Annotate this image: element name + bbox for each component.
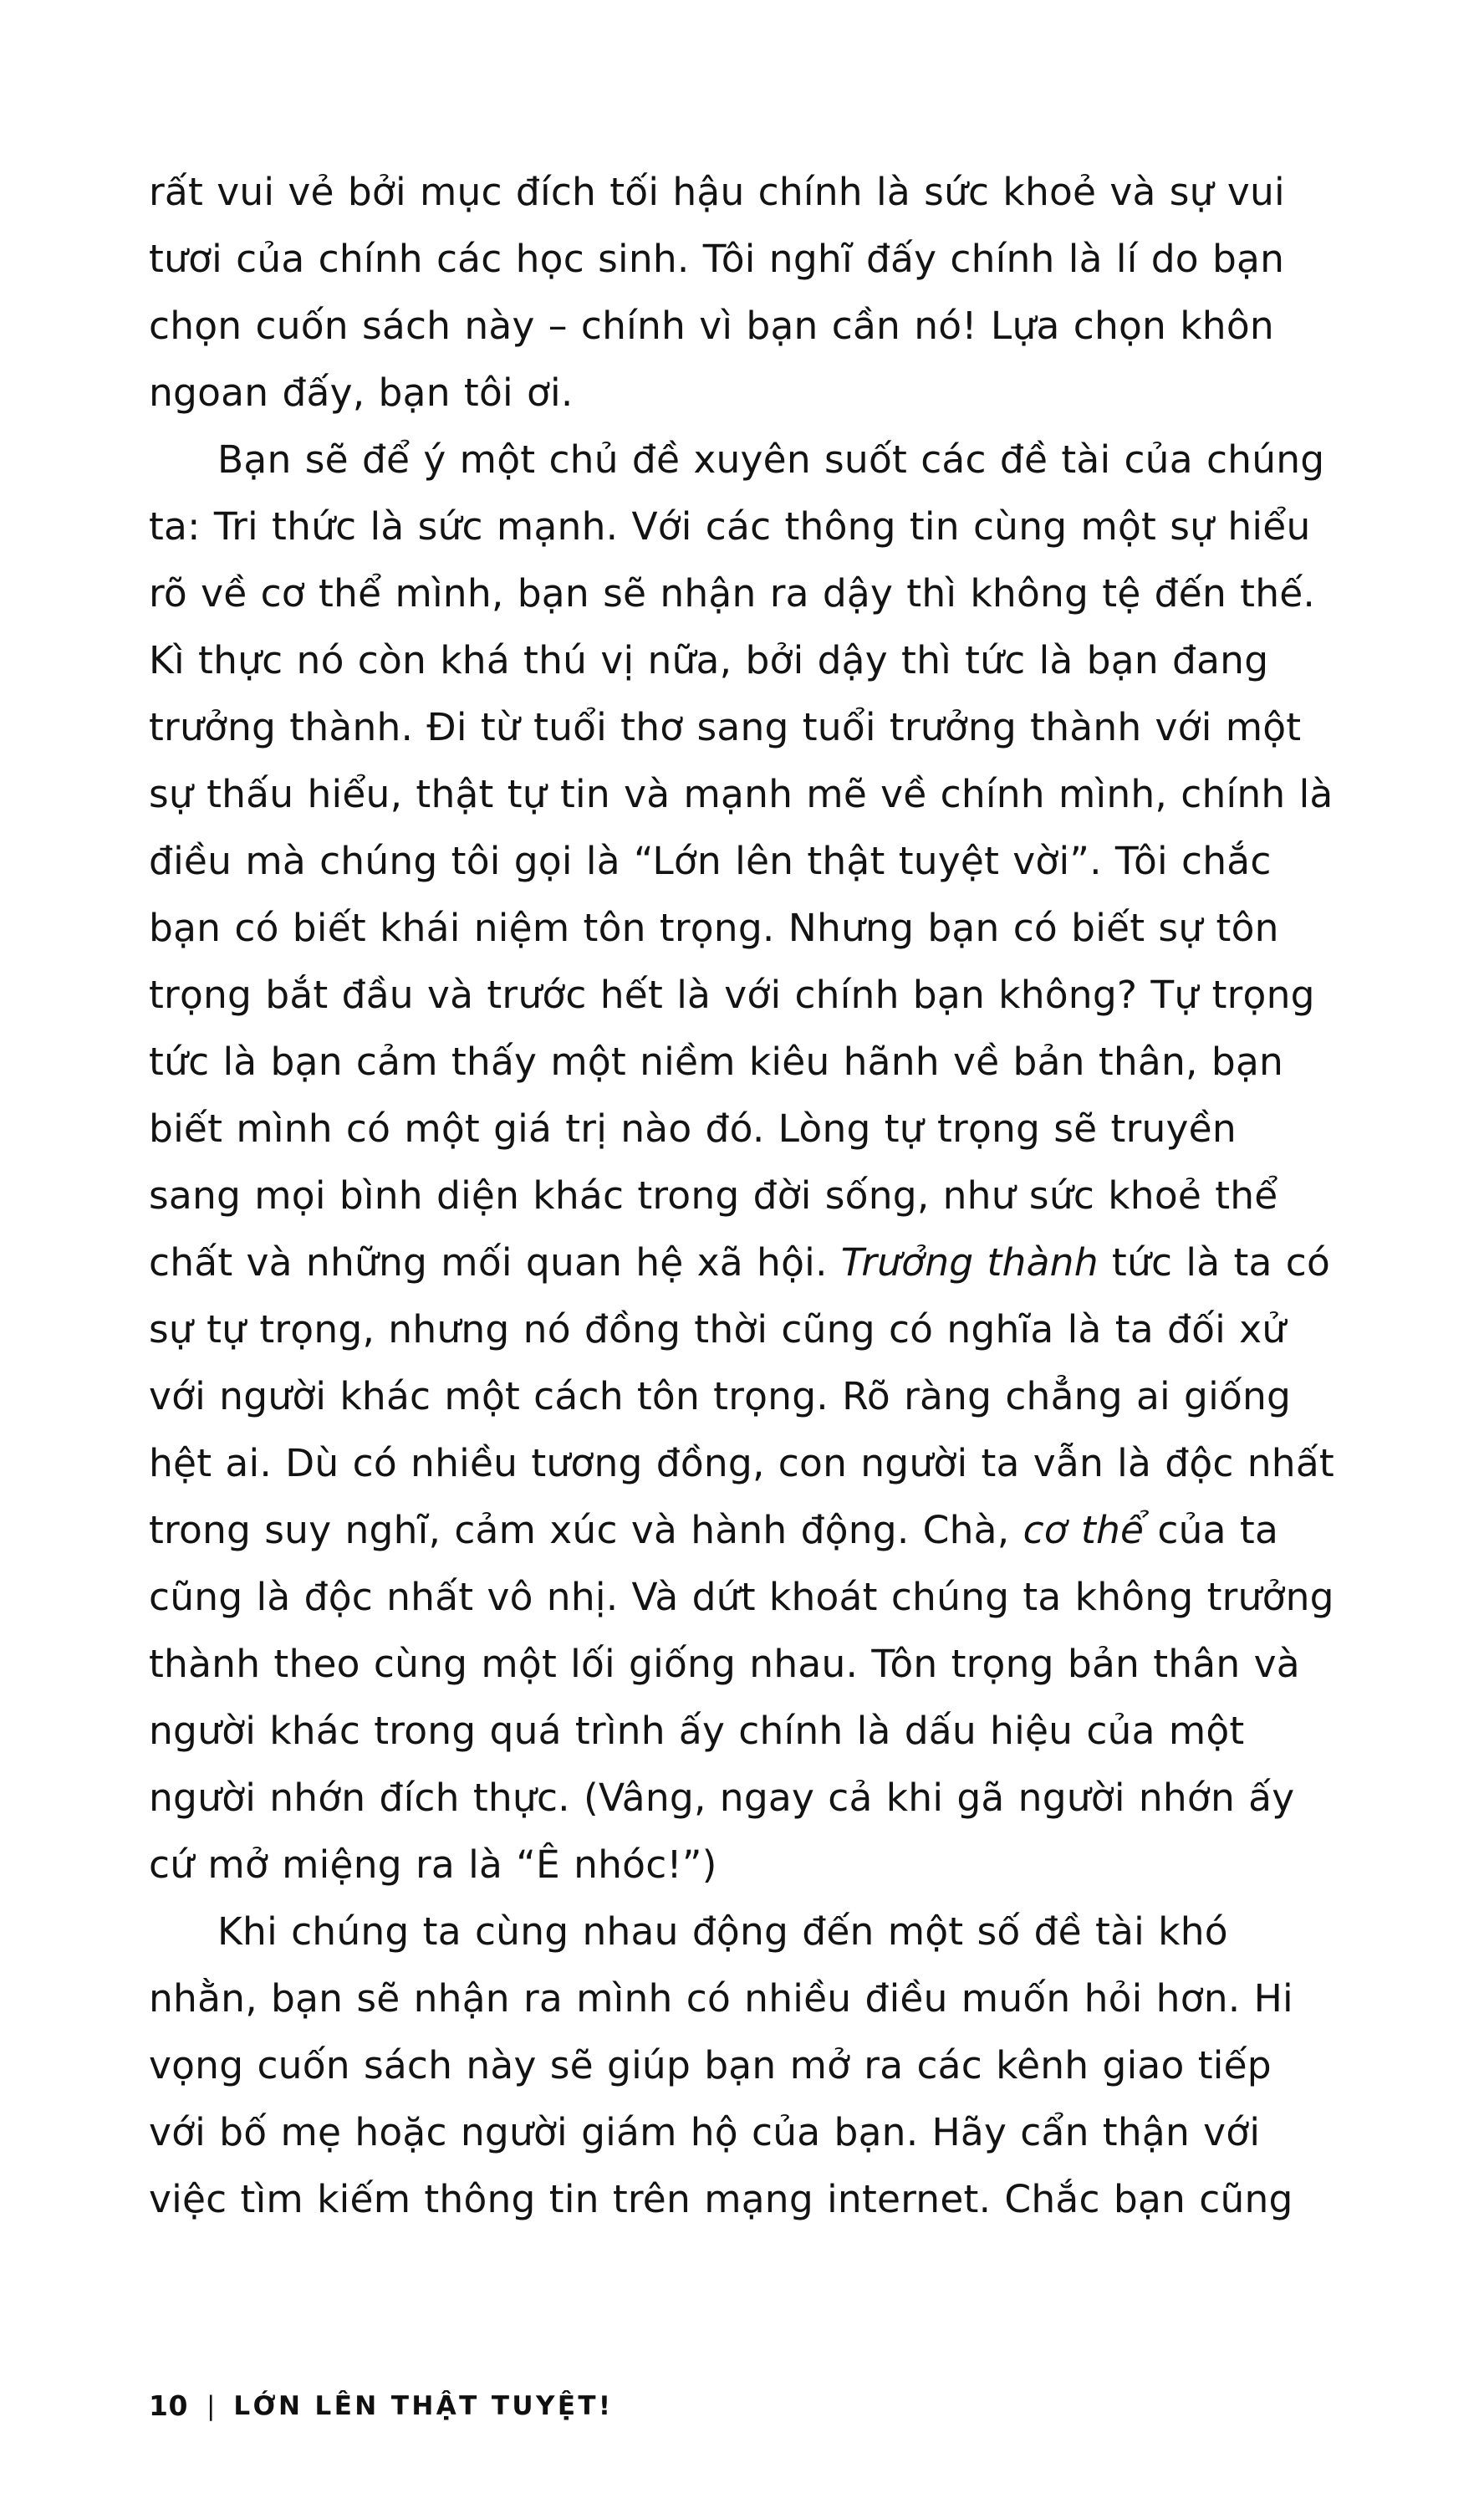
- body-text: Khi chúng ta cùng nhau động đến một số đề tài khó nhằn, bạn sẽ nhận ra mình có nhiều điều muốn hỏi hơn. Hi vọng cuốn sách này sẽ giúp bạn mở ra các kênh giao tiếp với bố mẹ hoặc người giám hộ của bạn. Hãy cẩn thận với việc tìm kiếm thông tin trên mạng internet. Chắc bạn cũng: [149, 1909, 1293, 2221]
- page-footer: [149, 2389, 613, 2422]
- paragraph: [149, 1898, 1336, 2233]
- running-title: LỚN LÊN THẬT TUYỆT!: [233, 2390, 614, 2421]
- emphasis-text: cơ thể: [1022, 1508, 1145, 1552]
- emphasis-text: Trưởng thành: [840, 1240, 1099, 1285]
- body-text: tức là ta có sự tự trọng, nhưng nó đồng thời cũng có nghĩa là ta đối xử với người khác một cách tôn trọng. Rõ ràng chẳng ai giống hệt ai. Dù có nhiều tương đồng, con người ta vẫn là độc nhất trong suy nghĩ, cảm xúc và hành động. Chà,: [149, 1240, 1334, 1552]
- paragraph: [149, 427, 1336, 1898]
- paragraph: [149, 159, 1336, 427]
- body-text: của ta cũng là độc nhất vô nhị. Và dứt khoát chúng ta không trưởng thành theo cùng một lối giống nhau. Tôn trọng bản thân và người khác trong quá trình ấy chính là dấu hiệu của một người nhớn đích thực. (Vâng, ngay cả khi gã người nhớn ấy cứ mở miệng ra là “Ê nhóc!”): [149, 1508, 1334, 1887]
- body-text: rất vui vẻ bởi mục đích tối hậu chính là sức khoẻ và sự vui tươi của chính các học sinh. Tôi nghĩ đấy chính là lí do bạn chọn cuốn sách này – chính vì bạn cần nó! Lựa chọn khôn ngoan đấy, bạn tôi ơi.: [149, 170, 1285, 415]
- page-number: 10: [149, 2389, 188, 2422]
- body-text-column: [149, 159, 1336, 2233]
- footer-separator: |: [206, 2390, 216, 2421]
- body-text: Bạn sẽ để ý một chủ đề xuyên suốt các đề tài của chúng ta: Tri thức là sức mạnh. Với các thông tin cùng một sự hiểu rõ về cơ thể mình, bạn sẽ nhận ra dậy thì không tệ đến thế. Kì thực nó còn khá thú vị nữa, bởi dậy thì tức là bạn đang trưởng thành. Đi từ tuổi thơ sang tuổi trưởng thành với một sự thấu hiểu, thật tự tin và mạnh mẽ về chính mình, chính là điều mà chúng tôi gọi là “Lớn lên thật tuyệt vời”. Tôi chắc bạn có biết khái niệm tôn trọng. Nhưng bạn có biết sự tôn trọng bắt đầu và trước hết là với chính bạn không? Tự trọng tức là bạn cảm thấy một niềm kiêu hãnh về bản thân, bạn biết mình có một giá trị nào đó. Lòng tự trọng sẽ truyền sang mọi bình diện khác trong đời sống, như sức khoẻ thể chất và những mối quan hệ xã hội.: [149, 437, 1334, 1285]
